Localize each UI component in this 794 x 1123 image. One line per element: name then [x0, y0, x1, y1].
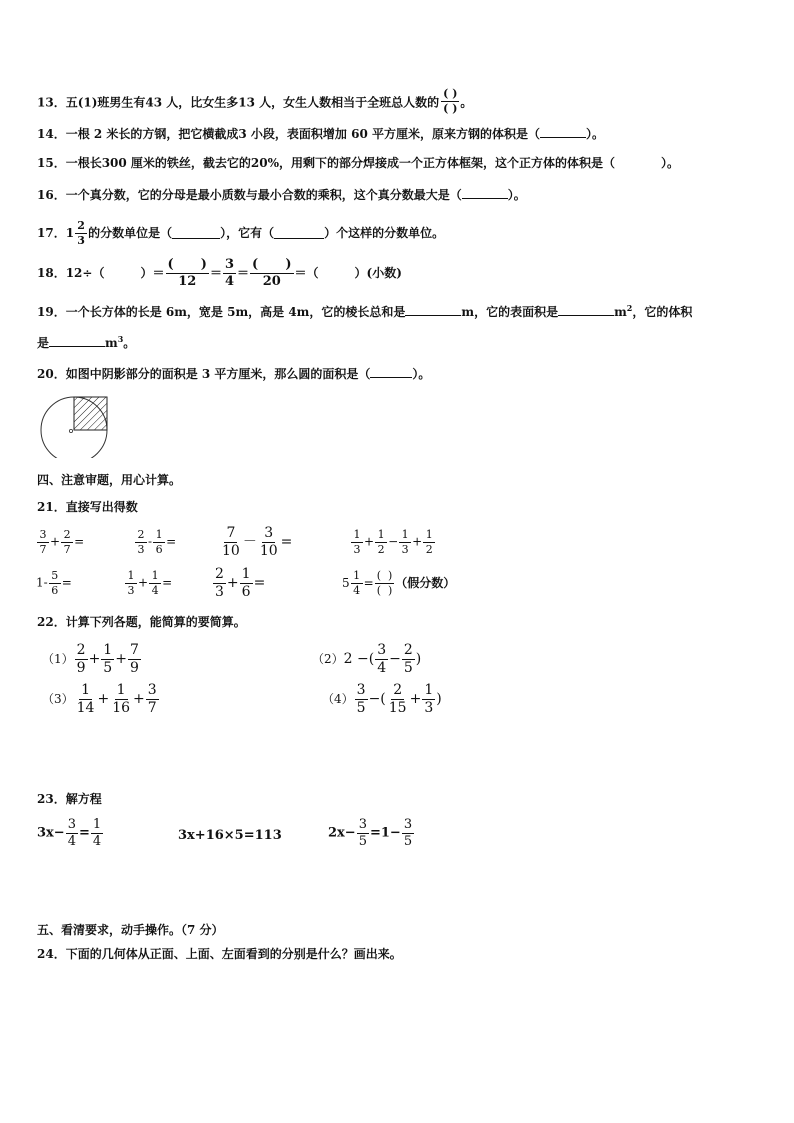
question-15	[37, 157, 679, 169]
frac	[357, 818, 369, 848]
question-16	[37, 188, 526, 201]
lead: −(	[368, 691, 386, 708]
q18-eq-1: ＝	[152, 266, 165, 281]
q21-e8-frac-a	[351, 570, 363, 596]
operator: +	[115, 651, 127, 668]
q18-prefix: 18．12÷（	[37, 266, 105, 281]
q17-num: 2	[75, 220, 87, 234]
den: 4	[67, 833, 76, 849]
den: 6	[155, 542, 163, 556]
num: 7	[129, 642, 139, 658]
den: 7	[63, 542, 71, 556]
shaded-square	[74, 397, 107, 430]
den: ( )	[376, 583, 393, 597]
q18-paren-2: ）(小数)	[354, 266, 402, 281]
num: 2	[135, 529, 147, 543]
q21-e3-frac-b	[258, 526, 280, 558]
q17-blank-2[interactable]	[274, 228, 324, 239]
q21-expr-3	[219, 526, 292, 558]
den: 2	[425, 542, 433, 556]
num: 1	[351, 570, 363, 584]
q17-fraction	[75, 220, 87, 246]
q17-whole: 1	[65, 226, 75, 241]
q16-answer-blank[interactable]	[462, 188, 508, 199]
operator: +	[409, 691, 422, 708]
operator: +	[50, 534, 61, 549]
q18-f3-num: ( )	[252, 257, 292, 272]
q13-end: 。	[460, 95, 473, 110]
frac	[375, 643, 388, 675]
den: 2	[377, 542, 385, 556]
lead: 1-	[36, 575, 48, 590]
frac	[402, 818, 414, 848]
q22-problem-1	[42, 643, 142, 675]
frac	[91, 818, 103, 848]
q15-text: 15．一根长300 厘米的铁丝，截去它的20%，用剩下的部分焊接成一个正方体框架，这个正方体的体积是（	[37, 156, 616, 170]
end: )	[415, 651, 422, 668]
q18-fraction-2	[223, 258, 236, 288]
q19-text-a: 19．一个长方体的长是 6m，宽是 5m，高是 4m，它的棱长总和是	[37, 305, 406, 319]
den: 6	[241, 583, 251, 600]
q21-e1-frac-b	[61, 529, 73, 555]
frac	[146, 683, 159, 715]
q19-unit-m2: m	[614, 305, 627, 319]
num: 1	[424, 682, 434, 698]
q14-answer-blank[interactable]	[540, 127, 586, 138]
num: 3	[264, 525, 274, 541]
q22-problem-4	[322, 683, 442, 715]
section-5-title: 五、看清要求，动手操作。（7 分）	[37, 923, 224, 937]
q21-e8-frac-answer[interactable]	[375, 570, 395, 596]
question-17	[37, 220, 444, 246]
q15-answer-blank[interactable]	[615, 157, 661, 167]
num: 1	[423, 529, 435, 543]
question-18	[37, 258, 402, 288]
equals: =	[78, 825, 90, 841]
q21-e7-frac-a	[213, 567, 226, 599]
num: 1	[399, 529, 411, 543]
q18-f1-den: 12	[178, 273, 197, 289]
q19-text-d: ，它的体积	[632, 305, 693, 319]
equals: =	[363, 576, 374, 591]
question-21-title: 21．直接写出得数	[37, 500, 138, 514]
label: （2）	[312, 652, 344, 667]
question-24: 24．下面的几何体从正面、上面、左面看到的分别是什么？画出来。	[37, 947, 402, 961]
question-19-line-2	[37, 335, 135, 349]
den: 7	[147, 699, 157, 716]
q18-fraction-3	[250, 258, 293, 288]
den: 9	[76, 659, 86, 676]
num: 1	[153, 529, 165, 543]
den: 4	[353, 583, 361, 597]
den: 15	[388, 699, 407, 716]
num: 3	[37, 529, 49, 543]
q21-expr-7	[212, 567, 265, 599]
den: 6	[51, 583, 59, 597]
q18-fraction-1	[166, 258, 209, 288]
den: 5	[403, 659, 413, 676]
q18-f2-num: 3	[224, 257, 235, 272]
q21-e4-frac-a	[351, 529, 363, 555]
den: 3	[127, 583, 135, 597]
num: 1	[375, 529, 387, 543]
q19-unit-m3: m	[105, 336, 118, 350]
frac	[128, 643, 141, 675]
num: 1	[351, 529, 363, 543]
num: 1	[81, 682, 91, 698]
equals: =	[280, 534, 293, 551]
den: 10	[222, 542, 240, 559]
q13-fraction	[441, 88, 459, 114]
den: 4	[92, 833, 102, 849]
q19-blank-area[interactable]	[558, 305, 614, 316]
question-19-line-1	[37, 304, 692, 318]
den: 3	[401, 542, 409, 556]
frac	[422, 683, 435, 715]
q18-eq-2: ＝	[209, 266, 222, 281]
equals: =	[162, 575, 173, 590]
lead: 2x−	[328, 825, 356, 841]
den: 4	[151, 583, 159, 597]
question-13	[37, 87, 473, 116]
frac	[75, 683, 97, 715]
operator: －	[242, 534, 257, 551]
operator: +	[138, 575, 149, 590]
frac	[387, 683, 409, 715]
den: 3	[137, 542, 145, 556]
num: 5	[49, 570, 61, 584]
q21-e5-frac-a	[49, 570, 61, 596]
q17-text3: ）个这样的分数单位。	[324, 226, 445, 241]
equals: =	[166, 534, 177, 549]
label: （1）	[42, 652, 74, 667]
den: 5	[103, 659, 113, 676]
q18-f1-num: ( )	[167, 257, 207, 272]
q21-e2-frac-b	[153, 529, 165, 555]
q18-paren-1: ）	[140, 266, 153, 281]
q19-text-f: 。	[123, 336, 136, 350]
num: 2	[403, 642, 413, 658]
den: 3	[353, 542, 361, 556]
label: （3）	[42, 692, 74, 707]
q21-e6-frac-b	[149, 570, 161, 596]
question-20	[37, 367, 430, 380]
num: 2	[61, 529, 73, 543]
lead: 2 −(	[343, 651, 375, 668]
q20-end: ）。	[412, 367, 431, 381]
q18-eq-3: ＝	[237, 266, 250, 281]
frac	[402, 643, 415, 675]
q17-den: 3	[77, 233, 85, 247]
q16-text: 16．一个真分数，它的分母是最小质数与最小合数的乘积，这个真分数最大是（	[37, 188, 462, 202]
q19-sup-3: 3	[117, 334, 124, 344]
den: 4	[377, 659, 387, 676]
q21-expr-1	[36, 529, 84, 555]
q21-e4-frac-c	[399, 529, 411, 555]
question-23-title: 23．解方程	[37, 792, 102, 806]
equals: =	[74, 534, 85, 549]
num: 1	[125, 570, 137, 584]
frac	[66, 818, 78, 848]
q21-e6-frac-a	[125, 570, 137, 596]
q13-text: 13．五(1)班男生有43 人，比女生多13 人，女生人数相当于全班总人数的	[37, 95, 440, 110]
q21-e4-frac-b	[375, 529, 387, 555]
operator: -	[148, 534, 153, 549]
operator: +	[412, 534, 423, 549]
frac	[355, 683, 368, 715]
den: 9	[129, 659, 139, 676]
den: 16	[112, 699, 131, 716]
q16-end: ）。	[507, 188, 526, 202]
lead: 3x−	[37, 825, 65, 841]
q13-fraction-den: ( )	[443, 101, 458, 115]
num: 2	[393, 682, 403, 698]
operator: −	[389, 651, 401, 668]
q22-problem-2	[312, 643, 421, 675]
num: 1	[241, 566, 251, 582]
operator: +	[133, 691, 145, 708]
num: 3	[377, 642, 387, 658]
q21-e3-frac-a	[220, 526, 242, 558]
num: 3	[67, 817, 76, 832]
q20-answer-blank[interactable]	[370, 367, 412, 378]
den: 3	[424, 699, 434, 716]
frac	[75, 643, 88, 675]
q21-expr-5	[36, 570, 72, 596]
mid: =1−	[369, 825, 401, 841]
q20-text: 20．如图中阴影部分的面积是 3 平方厘米，那么圆的面积是（	[37, 367, 371, 381]
num: 2	[76, 642, 86, 658]
label: （4）	[322, 692, 354, 707]
equals: =	[253, 575, 266, 592]
q18-eq-4: ＝（	[294, 266, 319, 281]
q17-blank-1[interactable]	[172, 228, 220, 239]
q21-expr-6	[124, 570, 172, 596]
q19-text-b: m，它的表面积是	[461, 305, 559, 319]
num: 3	[356, 682, 366, 698]
q21-e4-frac-d	[423, 529, 435, 555]
q19-blank-edge[interactable]	[405, 305, 461, 316]
q19-text-e: 是	[37, 336, 50, 350]
question-22-title: 22．计算下列各题，能简算的要简算。	[37, 615, 246, 629]
q17-prefix: 17．	[37, 226, 66, 241]
den: 5	[403, 833, 413, 849]
den: 10	[259, 542, 278, 559]
q18-f3-den: 20	[262, 273, 281, 289]
q14-text: 14．一根 2 米长的方钢，把它横截成3 小段，表面积增加 60 平方厘米，原来方钢的体积是（	[37, 127, 540, 141]
equals: =	[61, 575, 72, 590]
q23-equation-3	[328, 818, 415, 848]
den: 14	[76, 699, 95, 716]
frac	[110, 683, 132, 715]
q13-fraction-num: ( )	[443, 87, 458, 100]
q22-problem-3	[42, 683, 160, 715]
q19-sup-2: 2	[626, 303, 633, 313]
q21-e7-frac-b	[240, 567, 253, 599]
num: 2	[215, 566, 224, 582]
operator: −	[388, 534, 399, 549]
den: 5	[356, 699, 366, 716]
num: ( )	[376, 569, 393, 582]
q21-e1-frac-a	[37, 529, 49, 555]
num: 7	[226, 525, 236, 541]
num: 3	[147, 682, 157, 698]
operator: +	[364, 534, 375, 549]
num: 1	[149, 570, 161, 584]
den: 5	[358, 833, 367, 849]
q17-text2: ），它有（	[220, 226, 275, 241]
num: 1	[92, 817, 102, 832]
center-point	[69, 429, 72, 432]
den: 7	[39, 542, 47, 556]
circle-shaded-figure	[38, 394, 116, 458]
num: 3	[403, 817, 413, 832]
section-4-title: 四、注意审题，用心计算。	[37, 473, 182, 487]
q21-expr-4	[350, 529, 436, 555]
q19-blank-volume[interactable]	[49, 336, 105, 347]
question-14	[37, 127, 604, 140]
num: 1	[103, 642, 113, 658]
den: 3	[215, 583, 224, 600]
end: )	[436, 691, 442, 708]
q14-end: ）。	[586, 127, 605, 141]
q23-equation-2: 3x+16×5=113	[178, 828, 282, 843]
q18-f2-den: 4	[224, 273, 235, 289]
q23-equation-1	[37, 818, 104, 848]
q21-expr-8	[342, 570, 455, 596]
operator: +	[97, 691, 110, 708]
operator: +	[88, 651, 101, 668]
num: 1	[116, 682, 126, 698]
operator: +	[226, 575, 239, 592]
frac	[101, 643, 114, 675]
note: （假分数）	[395, 576, 456, 591]
q17-text1: 的分数单位是（	[88, 226, 173, 241]
q15-end: ）。	[661, 156, 680, 170]
whole: 5	[342, 576, 350, 591]
q21-e2-frac-a	[135, 529, 147, 555]
q21-expr-2	[134, 529, 176, 555]
num: 3	[358, 817, 367, 832]
